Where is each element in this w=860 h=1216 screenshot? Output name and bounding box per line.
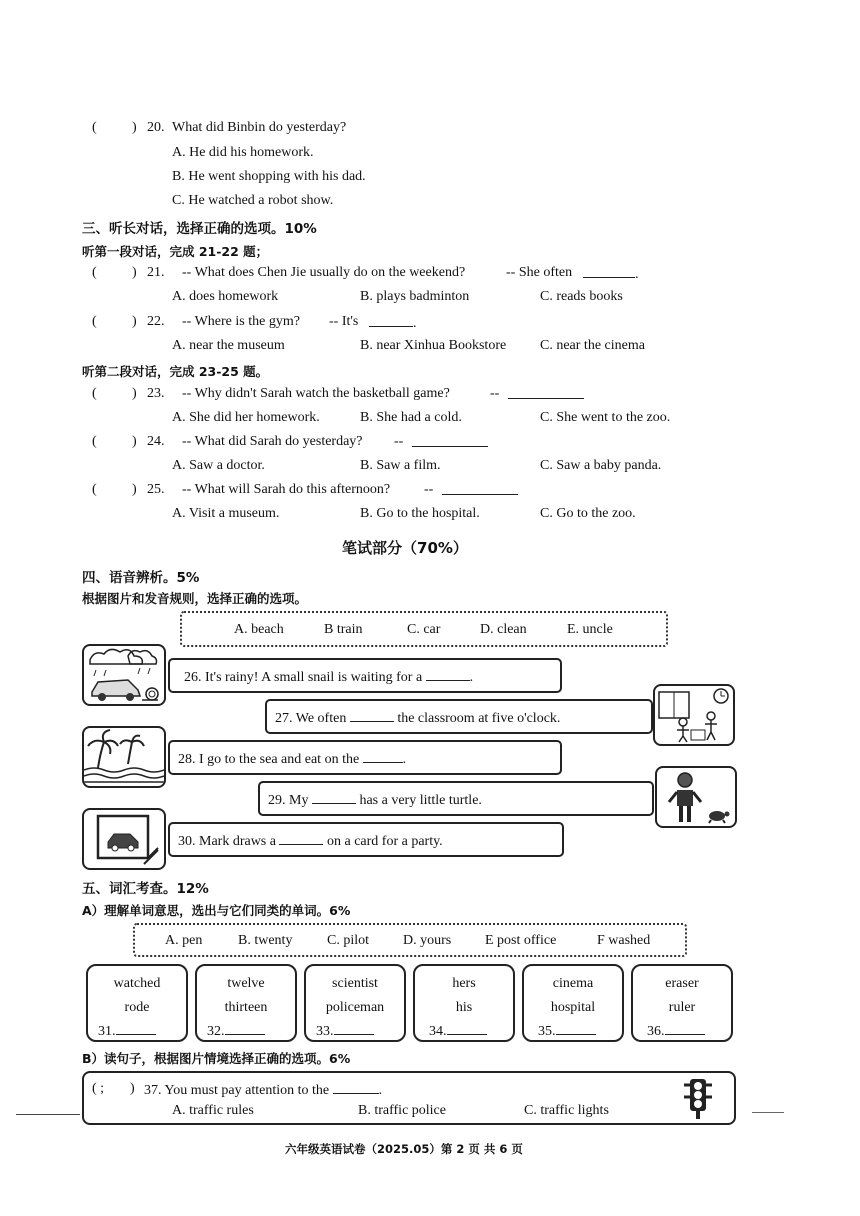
answer-blank-22[interactable]: . [369,314,417,332]
card-answer-34[interactable]: 34. [429,1022,513,1040]
answer-paren-20: ( [92,120,97,135]
card-word-2: rode [124,1000,150,1015]
question-text-23: -- Why didn't Sarah watch the basketball game? [182,386,450,401]
option-25-a: A. Visit a museum. [172,506,280,521]
card-word-1: twelve [227,976,265,991]
answer-blank-23[interactable] [508,386,584,404]
answer-paren: ( [92,265,97,280]
word-card-32 [195,964,297,1042]
card-word-1: scientist [332,976,378,991]
sentence-30: 30. Mark draws a on a card for a party. [178,834,443,849]
paren-close: ) [132,265,137,280]
phonics-choices-box [180,611,668,647]
option-37-b: B. traffic police [358,1103,446,1118]
option-20-b: B. He went shopping with his dad. [172,169,366,184]
word-card-33 [304,964,406,1042]
answer-blank-24[interactable] [412,434,488,452]
answer-paren: ( [92,434,97,449]
written-part-title: 笔试部分（70%） [342,539,468,557]
card-word-2: hospital [550,1000,596,1015]
question-text-22: -- Where is the gym? [182,314,300,329]
card-word-1: eraser [665,976,699,991]
paren-close: ) [132,482,137,497]
answer-prompt-22: -- It's [329,314,359,329]
cleaning-classroom-image [653,684,735,746]
card-word-2: thirteen [224,1000,268,1015]
answer-blank-26[interactable] [426,668,470,681]
traffic-light-icon [684,1077,712,1121]
sentence-29: 29. My has a very little turtle. [268,793,482,808]
word-card-35 [522,964,624,1042]
paren-close: ) [132,434,137,449]
uncle-turtle-image [655,766,737,828]
card-word-2: his [455,1000,473,1015]
option-24-c: C. Saw a baby panda. [540,458,662,473]
card-word-1: cinema [552,976,594,991]
option-22-a: A. near the museum [172,338,285,353]
option-25-b: B. Go to the hospital. [360,506,480,521]
question-text-20: What did Binbin do yesterday? [172,120,347,135]
question-number-23: 23. [147,386,165,401]
vocab-choice-e: E post office [485,933,557,948]
sentence-box-26 [168,658,562,693]
answer-blank-30[interactable] [279,832,323,845]
sentence-26: 26. It's rainy! A small snail is waiting for a . [184,670,474,685]
answer-blank-29[interactable] [312,791,356,804]
word-card-34 [413,964,515,1042]
option-20-a: A. He did his homework. [172,145,314,160]
answer-blank-21[interactable]: . [583,265,639,283]
answer-blank-27[interactable] [350,709,394,722]
question-number-24: 24. [147,434,165,449]
answer-paren: ( [92,482,97,497]
phonics-choice-c: C. car [407,622,441,637]
vocab-choice-b: B. twenty [238,933,293,948]
vocab-choices-box [133,923,687,957]
card-answer-32[interactable]: 32. [207,1022,295,1040]
option-21-c: C. reads books [540,289,623,304]
question-37: 37. You must pay attention to the . [144,1083,383,1098]
vocab-choice-c: C. pilot [327,933,370,948]
answer-prompt-24: -- [394,434,404,449]
sentence-27: 27. We often the classroom at five o'clock. [275,711,561,726]
paren-close: ) [132,314,137,329]
section-4-instruction: 根据图片和发音规则，选择正确的选项。 [82,591,308,606]
option-24-b: B. Saw a film. [360,458,441,473]
sentence-box-29 [258,781,654,816]
sentence-box-28 [168,740,562,775]
sentence-box-27 [265,699,653,734]
paren-close: ) [132,386,137,401]
question-number-20: 20. [147,120,165,135]
word-card-36 [631,964,733,1042]
sentence-28: 28. I go to the sea and eat on the . [178,752,407,767]
option-23-c: C. She went to the zoo. [540,410,671,425]
question-number-22: 22. [147,314,165,329]
section-4-title: 四、语音辨析。5% [82,570,200,586]
answer-prompt-25: -- [424,482,434,497]
option-37-c: C. traffic lights [524,1103,609,1118]
vocab-choice-f: F washed [597,933,651,948]
phonics-choice-d: D. clean [480,622,527,637]
option-21-b: B. plays badminton [360,289,470,304]
option-25-c: C. Go to the zoo. [540,506,636,521]
section-3-title: 三、听长对话，选择正确的选项。10% [82,221,317,237]
answer-prompt-23: -- [490,386,500,401]
question-number-25: 25. [147,482,165,497]
option-23-b: B. She had a cold. [360,410,462,425]
option-22-b: B. near Xinhua Bookstore [360,338,507,353]
card-word-1: hers [452,976,476,991]
section-5-part-b: B）读句子，根据图片情境选择正确的选项。6% [82,1051,351,1066]
answer-paren: ( [92,314,97,329]
option-21-a: A. does homework [172,289,279,304]
section-5-part-a: A）理解单词意思，选出与它们同类的单词。6% [82,903,351,918]
answer-blank-37[interactable] [333,1081,379,1094]
vocab-choice-d: D. yours [403,933,452,948]
card-answer-31[interactable]: 31. [98,1022,186,1040]
phonics-choice-e: E. uncle [567,622,613,637]
answer-prompt-21: -- She often [506,265,573,280]
page-footer: 六年级英语试卷（2025.05）第 2 页 共 6 页 [285,1142,523,1156]
option-20-c: C. He watched a robot show. [172,193,334,208]
option-24-a: A. Saw a doctor. [172,458,265,473]
section-5-title: 五、词汇考查。12% [82,881,209,897]
paren-close-37: ) [130,1081,135,1096]
scan-line-left [16,1114,80,1115]
question-text-25: -- What will Sarah do this afternoon? [182,482,391,497]
card-word-2: policeman [325,1000,385,1015]
word-card-31 [86,964,188,1042]
option-22-c: C. near the cinema [540,338,645,353]
card-answer-35[interactable]: 35. [538,1022,622,1040]
question-number-21: 21. [147,265,165,280]
card-word-1: watched [113,976,161,991]
option-37-a: A. traffic rules [172,1103,254,1118]
answer-blank-28[interactable] [363,750,403,763]
card-answer-36[interactable]: 36. [647,1022,731,1040]
scan-line-right [752,1112,784,1113]
option-23-a: A. She did her homework. [172,410,320,425]
section-3-part2: 听第二段对话，完成 23-25 题。 [82,364,269,379]
card-answer-33[interactable]: 33. [316,1022,404,1040]
question-text-24: -- What did Sarah do yesterday? [182,434,363,449]
phonics-choice-b: B train [324,622,363,637]
card-word-2: ruler [668,1000,696,1015]
paren-close-20: ) [132,120,137,135]
answer-paren-37: ( ; [92,1081,105,1096]
question-text-21: -- What does Chen Jie usually do on the weekend? [182,265,466,280]
car-card-image [82,808,166,870]
vocab-choice-a: A. pen [165,933,203,948]
section-3-part1: 听第一段对话，完成 21-22 题； [82,244,269,259]
answer-blank-25[interactable] [442,482,518,500]
question-box-37 [82,1071,736,1125]
sentence-box-30 [168,822,564,857]
phonics-choice-a: A. beach [234,622,284,637]
beach-image [82,726,166,788]
rainy-car-snail-image [82,644,166,706]
answer-paren: ( [92,386,97,401]
